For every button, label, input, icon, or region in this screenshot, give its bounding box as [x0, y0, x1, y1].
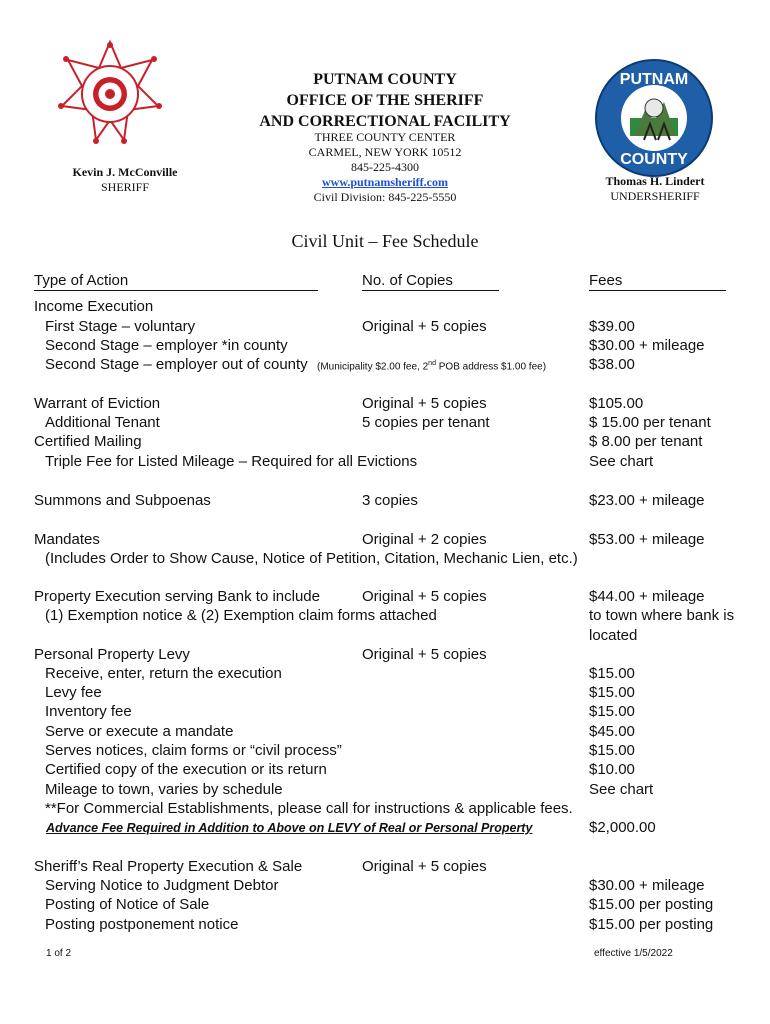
fee-row-fee: $15.00 per posting — [589, 896, 714, 913]
fee-row-action: Triple Fee for Listed Mileage – Required for all Evictions — [45, 453, 418, 470]
website-link[interactable]: www.putnamsheriff.com — [322, 175, 448, 189]
fee-row-fee: $44.00 + mileage — [589, 588, 705, 605]
fee-row-fee: $38.00 — [589, 356, 635, 373]
agency-line-1: PUTNAM COUNTY — [313, 71, 457, 88]
fee-row-action: Inventory fee — [45, 703, 132, 720]
fee-row-copies: 5 copies per tenant — [362, 414, 490, 431]
fee-row-action: Summons and Subpoenas — [34, 492, 211, 509]
advance-fee-value: $2,000.00 — [589, 819, 656, 836]
fee-row-fee: $45.00 — [589, 723, 635, 740]
fee-row-copies: 3 copies — [362, 492, 418, 509]
fee-row-action: Posting postponement notice — [45, 916, 239, 933]
fee-row-fee: $53.00 + mileage — [589, 531, 705, 548]
fee-row-fee: See chart — [589, 453, 654, 470]
fee-row-fee: to town where bank is — [589, 607, 735, 624]
fee-row-copies: Original + 5 copies — [362, 858, 487, 875]
advance-fee-note: Advance Fee Required in Addition to Above on LEVY of Real or Personal Property — [46, 821, 533, 835]
column-header-copies: No. of Copies — [362, 272, 499, 291]
undersheriff-name: Thomas H. Lindert — [605, 174, 705, 188]
phone-number: 845-225-4300 — [351, 160, 419, 174]
fee-row-action: Posting of Notice of Sale — [45, 896, 210, 913]
municipality-note-part-1: (Municipality $2.00 fee, 2 — [317, 361, 429, 373]
fee-row-fee: See chart — [589, 781, 654, 798]
fee-row-fee: $105.00 — [589, 395, 644, 412]
civil-division-phone: Civil Division: 845-225-5550 — [313, 190, 457, 204]
effective-date: effective 1/5/2022 — [594, 948, 673, 959]
fee-row-action: Sheriff’s Real Property Execution & Sale — [34, 858, 303, 875]
fee-row-action: Income Execution — [34, 298, 154, 315]
fee-row-fee: located — [589, 627, 638, 644]
column-header-fees: Fees — [589, 272, 726, 291]
sheriff-badge-logo — [58, 40, 162, 144]
page-number: 1 of 2 — [46, 948, 72, 959]
fee-row-action: Certified Mailing — [34, 433, 142, 450]
fee-row-action: Mileage to town, varies by schedule — [45, 781, 283, 798]
column-header-type: Type of Action — [34, 272, 318, 291]
agency-line-2: OFFICE OF THE SHERIFF — [286, 92, 484, 109]
fee-row-fee: $39.00 — [589, 318, 635, 335]
agency-line-3: AND CORRECTIONAL FACILITY — [259, 113, 511, 130]
fee-row-fee: $23.00 + mileage — [589, 492, 705, 509]
fee-row-action: (Includes Order to Show Cause, Notice of Petition, Citation, Mechanic Lien, etc.) — [45, 550, 578, 567]
fee-row-fee: $30.00 + mileage — [589, 337, 705, 354]
fee-row-copies: Original + 5 copies — [362, 318, 487, 335]
sheriff-name: Kevin J. McConville — [72, 165, 178, 179]
fee-row-action: Personal Property Levy — [34, 646, 190, 663]
fee-row-copies: Original + 5 copies — [362, 588, 487, 605]
fee-row-action: Warrant of Eviction — [34, 395, 161, 412]
fee-row-fee: $ 8.00 per tenant — [589, 433, 703, 450]
fee-row-copies: Original + 5 copies — [362, 395, 487, 412]
fee-row-action: Serving Notice to Judgment Debtor — [45, 877, 279, 894]
fee-row-action: Additional Tenant — [45, 414, 160, 431]
municipality-note-part-2: POB address $1.00 fee) — [435, 361, 547, 373]
fee-row-action: Levy fee — [45, 684, 102, 701]
fee-row-fee: $10.00 — [589, 761, 635, 778]
fee-row-fee: $15.00 — [589, 665, 635, 682]
fee-row-action: Second Stage – employer *in county — [45, 337, 288, 354]
document-title: Civil Unit – Fee Schedule — [291, 231, 479, 251]
fee-row-action: Second Stage – employer out of county — [45, 356, 308, 373]
fee-row-fee: $15.00 — [589, 684, 635, 701]
municipality-note-sup: nd — [428, 360, 436, 367]
undersheriff-title: UNDERSHERIFF — [610, 189, 700, 203]
address-line-2: CARMEL, NEW YORK 10512 — [308, 145, 462, 159]
fee-row-action: Property Execution serving Bank to include — [34, 588, 320, 605]
fee-row-action: Mandates — [34, 531, 100, 548]
fee-row-action: Certified copy of the execution or its return — [45, 761, 327, 778]
address-line-1: THREE COUNTY CENTER — [314, 130, 456, 144]
agency-address — [240, 130, 530, 205]
fee-row-action: Serves notices, claim forms or “civil process” — [45, 742, 342, 759]
fee-row-fee: $30.00 + mileage — [589, 877, 705, 894]
fee-row-fee: $15.00 per posting — [589, 916, 714, 933]
fee-row-fee: $ 15.00 per tenant — [589, 414, 711, 431]
municipality-note — [317, 360, 546, 372]
fee-row-action: Receive, enter, return the execution — [45, 665, 282, 682]
seal-top-text: PUTNAM — [619, 71, 689, 88]
sheriff-title: SHERIFF — [100, 180, 150, 194]
fee-row-action: (1) Exemption notice & (2) Exemption claim forms attached — [45, 607, 437, 624]
fee-row-fee: $15.00 — [589, 742, 635, 759]
seal-bottom-text: COUNTY — [620, 151, 688, 168]
agency-name — [200, 69, 570, 132]
putnam-county-seal-logo — [594, 58, 714, 178]
fee-row-action: **For Commercial Establishments, please call for instructions & applicable fees. — [45, 800, 573, 817]
fee-row-action: Serve or execute a mandate — [45, 723, 234, 740]
fee-row-copies: Original + 2 copies — [362, 531, 487, 548]
fee-row-fee: $15.00 — [589, 703, 635, 720]
fee-row-action: First Stage – voluntary — [45, 318, 196, 335]
fee-row-copies: Original + 5 copies — [362, 646, 487, 663]
